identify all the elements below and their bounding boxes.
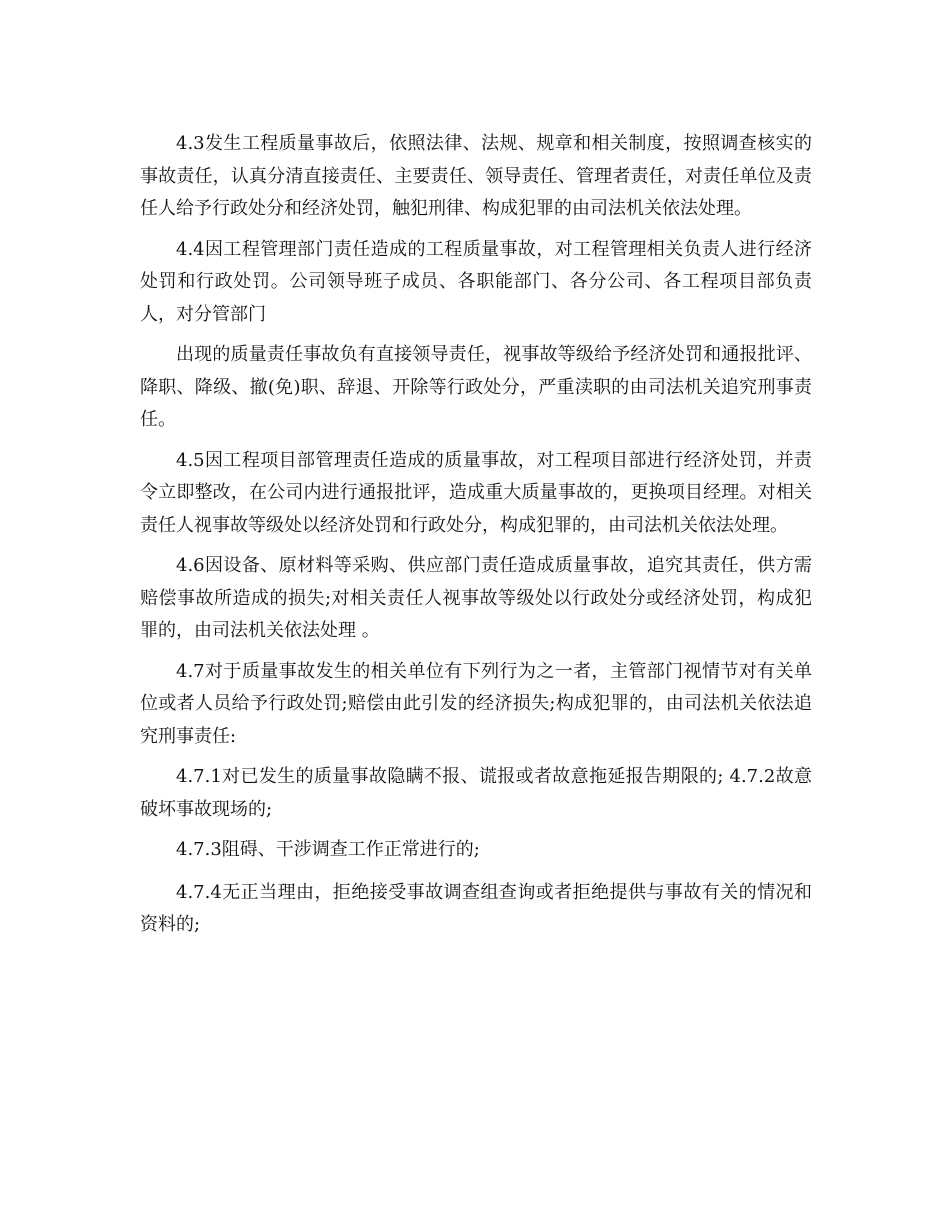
paragraph-4-7: 4.7对于质量事故发生的相关单位有下列行为之一者，主管部门视情节对有关单位或者人员给予行政处罚;赔偿由此引发的经济损失;构成犯罪的，由司法机关依法追究刑事责任: xyxy=(140,660,812,747)
paragraph-4-7-3: 4.7.3阻碍、干涉调查工作正常进行的; xyxy=(176,839,480,860)
paragraph-4-5: 4.5因工程项目部管理责任造成的质量事故，对工程项目部进行经济处罚，并责令立即整改，在公司内进行通报批评，造成重大质量事故的，更换项目经理。对相关责任人视事故等级处以经济处罚和行政处分，构成犯罪的，由司法机关依法处理。 xyxy=(140,449,812,536)
paragraph-4-4: 4.4因工程管理部门责任造成的工程质量事故，对工程管理相关负责人进行经济处罚和行政处罚。公司领导班子成员、各职能部门、各分公司、各工程项目部负责人，对分管部门 xyxy=(140,238,812,325)
document-body xyxy=(140,128,812,950)
paragraph-4-4-continued: 出现的质量责任事故负有直接领导责任，视事故等级给予经济处罚和通报批评、降职、降级、撤(免)职、辞退、开除等行政处分，严重渎职的由司法机关追究刑事责任。 xyxy=(140,344,812,430)
paragraph-4-3: 4.3发生工程质量事故后，依照法律、法规、规章和相关制度，按照调查核实的事故责任，认真分清直接责任、主要责任、领导责任、管理者责任，对责任单位及责任人给予行政处分和经济处罚，触犯刑律、构成犯罪的由司法机关依法处理。 xyxy=(140,133,812,219)
paragraph-4-7-4: 4.7.4无正当理由，拒绝接受事故调查组查询或者拒绝提供与事故有关的情况和资料的; xyxy=(140,881,812,935)
paragraph-4-6: 4.6因设备、原材料等采购、供应部门责任造成质量事故，追究其责任，供方需赔偿事故所造成的损失;对相关责任人视事故等级处以行政处分或经济处罚，构成犯罪的，由司法机关依法处理 。 xyxy=(140,555,812,641)
paragraph-4-7-1: 4.7.1对已发生的质量事故隐瞒不报、谎报或者故意拖延报告期限的; 4.7.2故意破坏事故现场的; xyxy=(140,766,812,820)
